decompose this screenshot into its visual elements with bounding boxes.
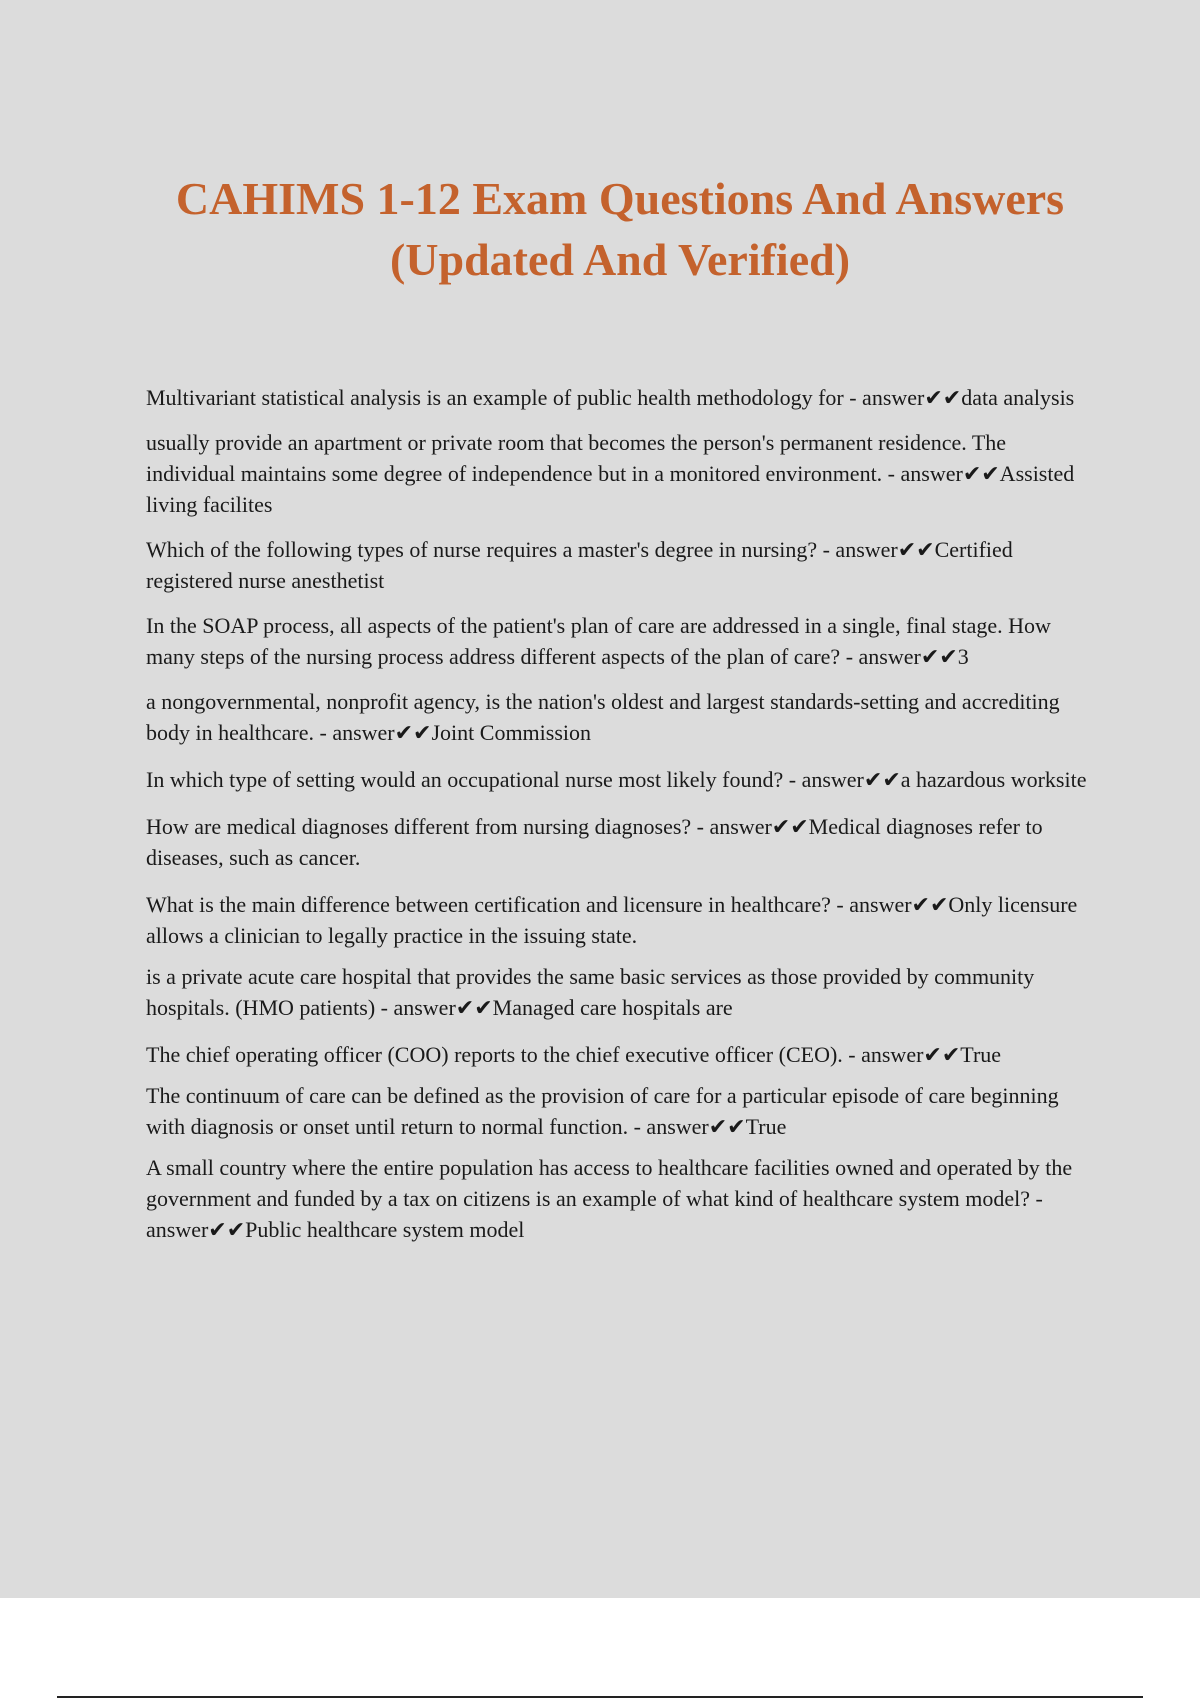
- document-title: [130, 168, 1110, 290]
- qa-item-1: Multivariant statistical analysis is an example of public health methodology for - answer✔✔data analysis: [146, 385, 1075, 410]
- qa-item-4: In the SOAP process, all aspects of the patient's plan of care are addressed in a single, final stage. How many steps of the nursing process address different aspects of the plan of care? - answer✔✔3: [146, 613, 1051, 669]
- qa-list: [146, 382, 1096, 1245]
- qa-item-5: a nongovernmental, nonprofit agency, is the nation's oldest and largest standards-setting and accrediting body in healthcare. - answer✔✔Joint Commission: [146, 689, 1060, 745]
- qa-item-8: What is the main difference between certification and licensure in healthcare? - answer✔✔Only licensure allows a clinician to legally practice in the issuing state.: [146, 892, 1078, 948]
- qa-item-6: In which type of setting would an occupational nurse most likely found? - answer✔✔a hazardous worksite: [146, 767, 1087, 792]
- qa-item-10: The chief operating officer (COO) reports to the chief executive officer (CEO). - answer✔✔True: [146, 1042, 1002, 1067]
- title-line-1: CAHIMS 1-12 Exam Questions And Answers: [175, 173, 1065, 224]
- qa-item-2: usually provide an apartment or private room that becomes the person's permanent residence. The individual maintains some degree of independence but in a monitored environment. - answer✔✔Assisted living facilites: [146, 430, 1075, 517]
- qa-item-3: Which of the following types of nurse requires a master's degree in nursing? - answer✔✔Certified registered nurse anesthetist: [146, 537, 1013, 593]
- qa-item-9: is a private acute care hospital that provides the same basic services as those provided by community hospitals. (HMO patients) - answer✔✔Managed care hospitals are: [146, 964, 1035, 1020]
- qa-item-11: The continuum of care can be defined as the provision of care for a particular episode of care beginning with diagnosis or onset until return to normal function. - answer✔✔True: [146, 1083, 1059, 1139]
- footer-divider: [57, 1696, 1143, 1698]
- title-line-2: (Updated And Verified): [389, 234, 851, 285]
- qa-item-12: A small country where the entire population has access to healthcare facilities owned and operated by the government and funded by a tax on citizens is an example of what kind of healthcare system model? - answer✔✔Public healthcare system model: [146, 1155, 1073, 1242]
- qa-item-7: How are medical diagnoses different from nursing diagnoses? - answer✔✔Medical diagnoses refer to diseases, such as cancer.: [146, 814, 1043, 870]
